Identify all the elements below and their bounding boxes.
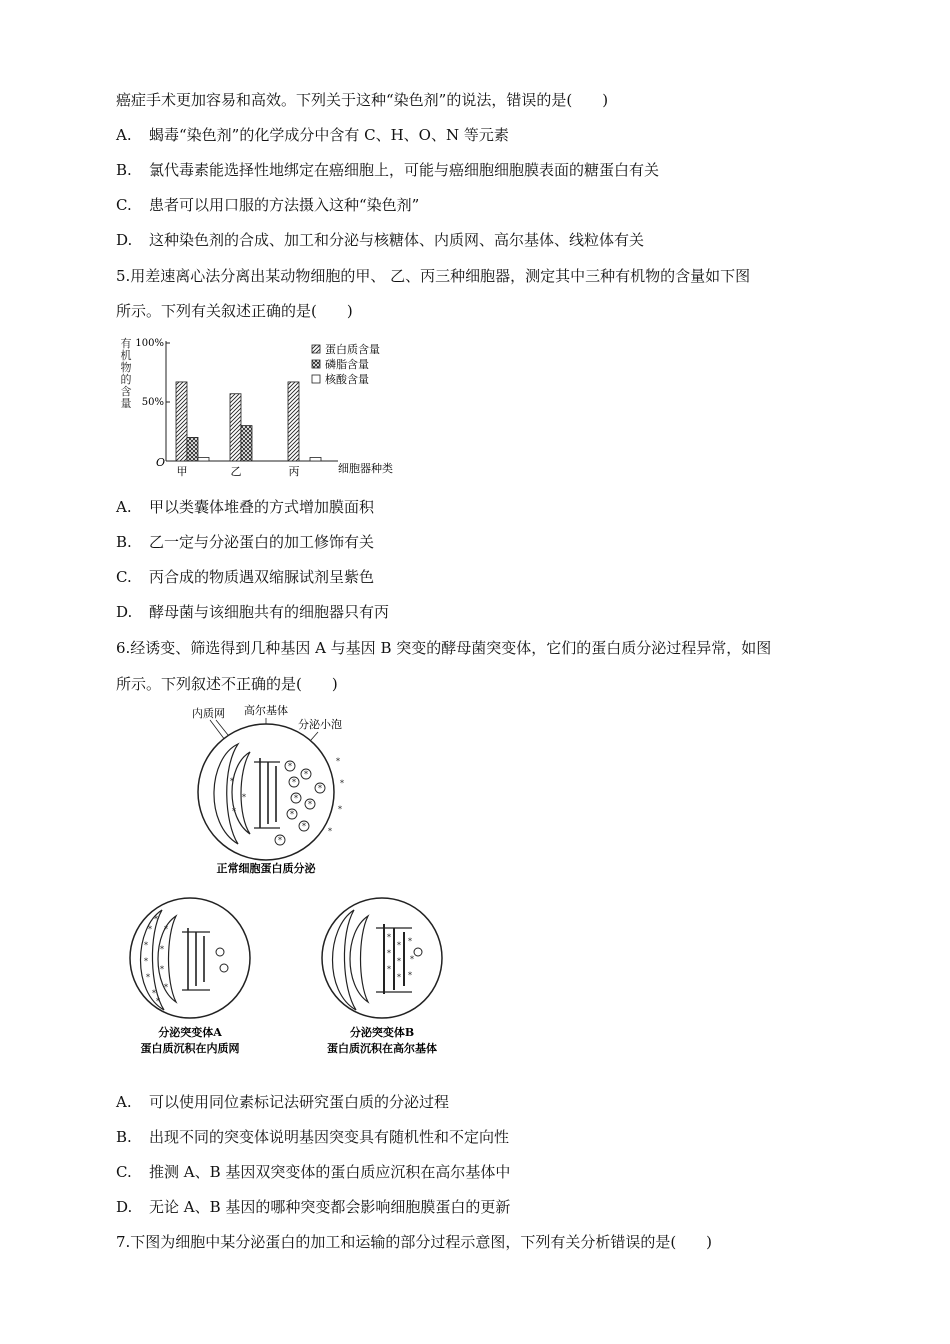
svg-text:*: * [144, 941, 148, 950]
mutant-b-caption-2: 蛋白质沉积在高尔基体 [327, 1042, 437, 1055]
bar-甲-蛋白质含量 [176, 382, 187, 461]
svg-text:*: * [154, 915, 158, 924]
q5-stem-line1: 5.用差速离心法分离出某动物细胞的甲、 乙、丙三种细胞器，测定其中三种有机物的含量如下图 [116, 267, 751, 285]
y-axis-label [121, 337, 132, 410]
svg-text:*: * [336, 757, 340, 766]
legend-label: 核酸含量 [325, 373, 369, 386]
svg-text:*: * [230, 777, 234, 786]
svg-text:*: * [397, 957, 401, 966]
svg-text:*: * [340, 779, 344, 788]
category-label: 乙 [230, 465, 242, 478]
bar-甲-核酸含量 [198, 457, 209, 461]
q6-stem-line2: 所示。下列叙述不正确的是( ) [116, 675, 338, 693]
svg-text:*: * [410, 955, 414, 964]
q6-option-d: D. 无论 A、B 基因的哪种突变都会影响细胞膜蛋白的更新 [116, 1198, 511, 1216]
legend-label: 蛋白质含量 [325, 343, 380, 356]
q6-option-a: A. 可以使用同位素标记法研究蛋白质的分泌过程 [116, 1093, 450, 1111]
svg-text:*: * [290, 810, 294, 819]
legend-label: 磷脂含量 [325, 358, 369, 371]
svg-text:*: * [318, 784, 322, 793]
mutant-b-figure [310, 892, 470, 1060]
q6-stem-line1: 6.经诱变、筛选得到几种基因 A 与基因 B 突变的酵母菌突变体，它们的蛋白质分泌过程异常，如图 [116, 639, 772, 657]
legend-swatch [312, 345, 320, 353]
svg-text:*: * [242, 793, 246, 802]
bar-丙-核酸含量 [310, 457, 321, 461]
svg-text:*: * [156, 997, 160, 1006]
x-axis-label: 细胞器种类 [338, 462, 393, 475]
label-golgi: 高尔基体 [244, 704, 288, 717]
svg-text:*: * [148, 925, 152, 934]
bar-乙-蛋白质含量 [230, 394, 241, 461]
category-label: 丙 [288, 465, 300, 478]
svg-text:*: * [292, 778, 296, 787]
q6-option-b: B. 出现不同的突变体说明基因突变具有随机性和不定向性 [116, 1128, 510, 1146]
origin-label: O [156, 456, 166, 469]
svg-text:*: * [278, 836, 282, 845]
q5-stem-line2: 所示。下列有关叙述正确的是( ) [116, 302, 353, 320]
svg-text:*: * [397, 973, 401, 982]
q4-option-b: B. 氯代毒素能选择性地绑定在癌细胞上，可能与癌细胞细胞膜表面的糖蛋白有关 [116, 161, 660, 179]
svg-text:*: * [164, 983, 168, 992]
svg-text:*: * [397, 941, 401, 950]
svg-text:*: * [387, 965, 391, 974]
svg-text:*: * [308, 800, 312, 809]
mutant-a-figure [116, 892, 268, 1060]
q7-stem: 7.下图为细胞中某分泌蛋白的加工和运输的部分过程示意图，下列有关分析错误的是( ) [116, 1233, 713, 1251]
mutant-b-caption-1: 分泌突变体B [349, 1026, 415, 1039]
q4-option-c: C. 患者可以用口服的方法摄入这种“染色剂” [116, 196, 420, 214]
svg-text:*: * [232, 807, 236, 816]
category-label: 甲 [176, 465, 188, 478]
y-tick-label: 50% [141, 397, 164, 408]
svg-text:*: * [328, 827, 332, 836]
bar-丙-蛋白质含量 [288, 382, 299, 461]
svg-text:*: * [146, 973, 150, 982]
svg-text:*: * [302, 822, 306, 831]
q4-stem-tail: 癌症手术更加容易和高效。下列关于这种“染色剂”的说法，错误的是( ) [116, 91, 609, 109]
q4-option-a: A. 蝎毒“染色剂”的化学成分中含有 C、H、O、N 等元素 [116, 126, 509, 144]
mutant-a-caption-1: 分泌突变体A [158, 1026, 222, 1039]
svg-text:*: * [294, 794, 298, 803]
organelle-bar-chart [116, 333, 416, 483]
q6-option-c: C. 推测 A、B 基因双突变体的蛋白质应沉积在高尔基体中 [116, 1163, 511, 1181]
normal-cell-figure [180, 704, 360, 876]
svg-text:*: * [387, 933, 391, 942]
svg-text:*: * [160, 945, 164, 954]
svg-text:*: * [304, 770, 308, 779]
svg-text:*: * [144, 957, 148, 966]
bar-甲-磷脂含量 [187, 437, 198, 461]
q5-option-c: C. 丙合成的物质遇双缩脲试剂呈紫色 [116, 568, 375, 586]
svg-text:有机物的含量: 有机物的含量 [120, 337, 132, 410]
bar-乙-磷脂含量 [241, 426, 252, 461]
q5-option-b: B. 乙一定与分泌蛋白的加工修饰有关 [116, 533, 375, 551]
label-vesicle: 分泌小泡 [298, 718, 342, 731]
svg-text:*: * [152, 989, 156, 998]
label-er: 内质网 [192, 707, 225, 720]
mutant-a-caption-2: 蛋白质沉积在内质网 [140, 1042, 240, 1055]
svg-text:*: * [160, 965, 164, 974]
normal-caption: 正常细胞蛋白质分泌 [216, 862, 316, 875]
svg-text:*: * [338, 805, 342, 814]
svg-text:*: * [288, 762, 292, 771]
svg-text:*: * [387, 949, 391, 958]
q4-option-d: D. 这种染色剂的合成、加工和分泌与核糖体、内质网、高尔基体、线粒体有关 [116, 231, 645, 249]
legend-swatch [312, 360, 320, 368]
q5-option-d: D. 酵母菌与该细胞共有的细胞器只有丙 [116, 603, 390, 621]
y-tick-label: 100% [135, 338, 164, 349]
legend-swatch [312, 375, 320, 383]
q5-option-a: A. 甲以类囊体堆叠的方式增加膜面积 [116, 498, 375, 516]
svg-text:*: * [164, 925, 168, 934]
svg-text:*: * [408, 937, 412, 946]
svg-text:*: * [408, 971, 412, 980]
